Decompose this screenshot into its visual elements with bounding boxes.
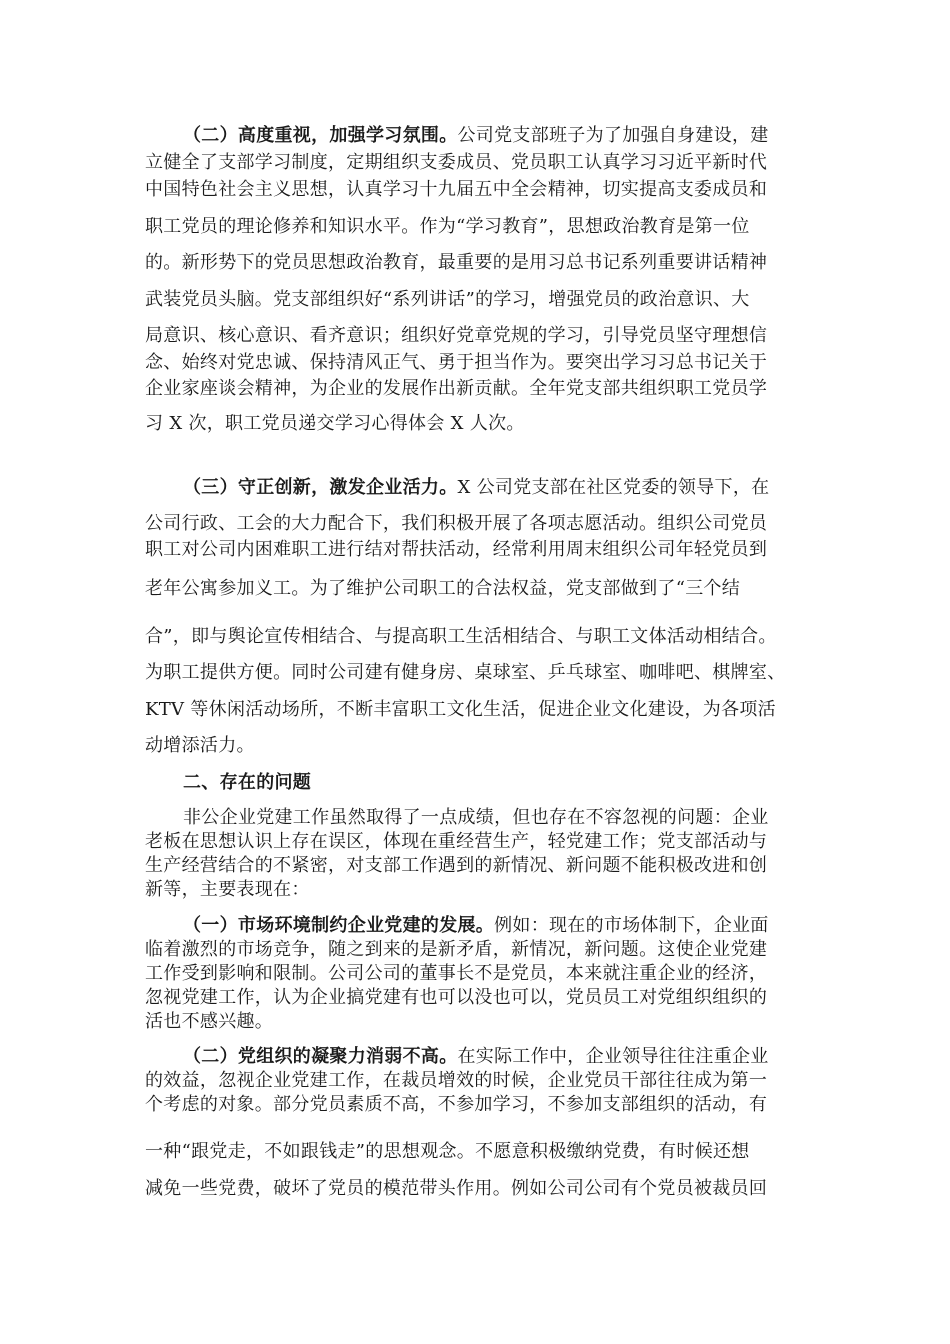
paragraph-line: 减免一些党费，破坏了党员的模范带头作用。例如公司公司有个党员被裁员回 <box>145 1178 768 1199</box>
paragraph-line: 活也不感兴趣。 <box>145 1011 274 1032</box>
paragraph-line: 生产经营结合的不紧密，对支部工作遇到的新情况、新问题不能积极改进和创 <box>145 855 768 876</box>
paragraph-line: 的效益，忽视企业党建工作，在裁员增效的时候，企业党员干部往往成为第一 <box>145 1070 768 1091</box>
paragraph-line: 的。新形势下的党员思想政治教育，最重要的是用习总书记系列重要讲话精神 <box>145 252 768 273</box>
paragraph-line: 中国特色社会主义思想，认真学习十九届五中全会精神，切实提高支委成员和 <box>145 179 768 200</box>
section-heading: （二）党组织的凝聚力消弱不高。 <box>183 1046 458 1067</box>
paragraph-line: 临着激烈的市场竞争，随之到来的是新矛盾，新情况，新问题。这使企业党建 <box>145 939 768 960</box>
paragraph-line: 立健全了支部学习制度，定期组织支委成员、党员职工认真学习习近平新时代 <box>145 152 768 173</box>
paragraph-line: （二）高度重视，加强学习氛围。公司党支部班子为了加强自身建设，建 <box>183 125 769 146</box>
chapter-heading: 二、存在的问题 <box>183 772 312 793</box>
paragraph-line: 习 X 次，职工党员递交学习心得体会 X 人次。 <box>145 413 525 434</box>
paragraph-line: 老板在思想认识上存在误区，体现在重经营生产，轻党建工作；党支部活动与 <box>145 831 768 852</box>
paragraph-line: （一）市场环境制约企业党建的发展。例如：现在的市场体制下，企业面 <box>183 915 769 936</box>
paragraph-line: 公司行政、工会的大力配合下，我们积极开展了各项志愿活动。组织公司党员 <box>145 513 768 534</box>
paragraph-line: 动增添活力。 <box>145 735 255 756</box>
paragraph-line: （二）党组织的凝聚力消弱不高。在实际工作中，企业领导往往注重企业 <box>183 1046 769 1067</box>
paragraph-line: 为职工提供方便。同时公司建有健身房、桌球室、乒乓球室、咖啡吧、棋牌室、 <box>145 662 786 683</box>
section-heading: （二）高度重视，加强学习氛围。 <box>183 125 458 146</box>
paragraph-line: 职工党员的理论修养和知识水平。作为“学习教育”，思想政治教育是第一位 <box>145 216 750 237</box>
paragraph-line: 忽视党建工作，认为企业搞党建有也可以没也可以，党员员工对党组织组织的 <box>145 987 768 1008</box>
paragraph-line: KTV 等休闲活动场所，不断丰富职工文化生活，促进企业文化建设，为各项活 <box>145 699 776 720</box>
paragraph-line: 职工对公司内困难职工进行结对帮扶活动，经常利用周末组织公司年轻党员到 <box>145 539 768 560</box>
paragraph-line: （三）守正创新，激发企业活力。X 公司党支部在社区党委的领导下，在 <box>183 477 770 498</box>
section-heading: （三）守正创新，激发企业活力。 <box>183 477 458 498</box>
paragraph-line: 工作受到影响和限制。公司公司的董事长不是党员，本来就注重企业的经济， <box>145 963 768 984</box>
paragraph-line: 局意识、核心意识、看齐意识；组织好党章党规的学习，引导党员坚守理想信 <box>145 325 768 346</box>
paragraph-line: 企业家座谈会精神，为企业的发展作出新贡献。全年党支部共组织职工党员学 <box>145 378 768 399</box>
paragraph-line: 个考虑的对象。部分党员素质不高，不参加学习，不参加支部组织的活动，有 <box>145 1094 768 1115</box>
paragraph-line: 一种“跟党走，不如跟钱走”的思想观念。不愿意积极缴纳党费，有时候还想 <box>145 1141 750 1162</box>
section-heading: （一）市场环境制约企业党建的发展。 <box>183 915 495 936</box>
paragraph-line: 老年公寓参加义工。为了维护公司职工的合法权益，党支部做到了“三个结 <box>145 578 741 599</box>
paragraph-line: 非公企业党建工作虽然取得了一点成绩，但也存在不容忽视的问题：企业 <box>183 807 769 828</box>
paragraph-line: 念、始终对党忠诚、保持清风正气、勇于担当作为。要突出学习习总书记关于 <box>145 352 768 373</box>
paragraph-line: 新等，主要表现在： <box>145 879 310 900</box>
paragraph-line: 武装党员头脑。党支部组织好“系列讲话”的学习，增强党员的政治意识、大 <box>145 289 750 310</box>
paragraph-line: 合”，即与舆论宣传相结合、与提高职工生活相结合、与职工文体活动相结合。 <box>145 626 777 647</box>
